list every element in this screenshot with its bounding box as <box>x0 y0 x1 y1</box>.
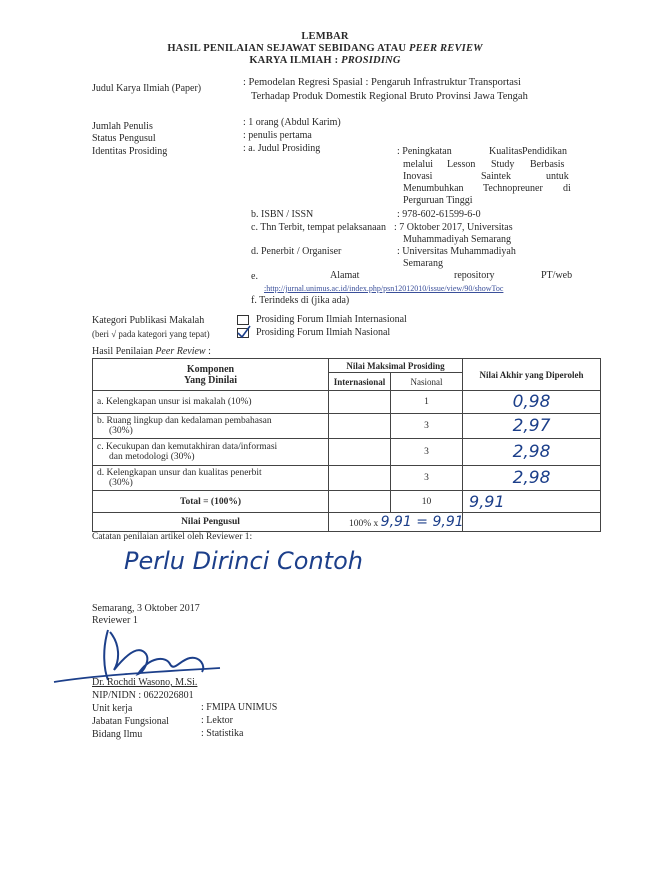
jp-1a: : Peningkatan <box>397 146 452 157</box>
table-header-row <box>93 359 601 373</box>
row-d-nasional: 3 <box>391 466 463 491</box>
row-c-akhir: 2,98 <box>463 439 601 466</box>
col-komponen-1: Komponen <box>186 363 235 375</box>
row-b-nasional: 3 <box>391 414 463 439</box>
row-b-akhir: 2,97 <box>463 414 601 439</box>
jp-3b: Saintek <box>481 171 511 182</box>
pengusul-value-cell <box>329 513 463 532</box>
unit-kerja-value: : FMIPA UNIMUS <box>201 702 278 713</box>
penerbit-value-1: : Universitas Muhammadiyah <box>397 246 516 257</box>
row-c-label-1: c. Kecukupan dan kemutakhiran data/informasi <box>97 442 278 452</box>
jp-2d: Berbasis <box>530 159 565 170</box>
isbn-label: b. ISBN / ISSN <box>251 209 314 220</box>
alamat-label: e. <box>251 271 258 282</box>
row-b-label <box>93 414 329 439</box>
col-komponen-2: Yang Dinilai <box>183 374 238 386</box>
bidang-label: Bidang Ilmu <box>92 729 143 740</box>
judul-value-1: : Pemodelan Regresi Spasial : Pengaruh Infrastruktur Transportasi <box>243 77 521 88</box>
row-b-label-2: (30%) <box>109 426 133 436</box>
row-a-akhir: 0,98 <box>463 391 601 414</box>
doc-title-line-3-text: KARYA ILMIAH : <box>249 55 339 66</box>
jp-3a: Inovasi <box>403 171 433 182</box>
kategori-nasional-label: Prosiding Forum Ilmiah Nasional <box>256 327 391 338</box>
doc-title-line-2 <box>0 43 650 54</box>
row-b-label-1: b. Ruang lingkup dan kedalaman pembahasan <box>97 416 272 426</box>
row-d-akhir: 2,98 <box>463 466 601 491</box>
table-row <box>93 391 601 414</box>
jp-2a: melalui <box>403 159 433 170</box>
score-table <box>92 358 601 532</box>
pengusul-akhir <box>463 513 601 532</box>
check-mark-icon <box>237 325 251 339</box>
kategori-internasional-label: Prosiding Forum Ilmiah Internasional <box>256 314 407 325</box>
kategori-nasional-checkbox[interactable] <box>237 328 249 338</box>
pengusul-value: 100% x <box>349 519 379 529</box>
row-a-internasional <box>329 391 391 414</box>
alamat-word: Alamat <box>330 270 360 281</box>
row-c-label <box>93 439 329 466</box>
terbit-label: c. Thn Terbit, tempat pelaksanaan <box>251 222 386 233</box>
jp-3c: untuk <box>546 171 569 182</box>
penerbit-label: d. Penerbit / Organiser <box>251 246 342 257</box>
total-label: Total = (100%) <box>93 491 329 513</box>
alamat-url-link[interactable]: :http://jurnal.unimus.ac.id/index.php/psn12012010/issue/view/90/showToc <box>264 284 504 293</box>
row-b-internasional <box>329 414 391 439</box>
pengusul-hand: 9,91 = 9,91 <box>380 514 464 530</box>
jumlah-penulis-label: Jumlah Penulis <box>92 121 153 132</box>
jp-1b: Kualitas <box>489 146 523 157</box>
col-akhir-header: Nilai Akhir yang Diperoleh <box>463 359 601 391</box>
row-a-label-1: a. Kelengkapan unsur isi makalah (10%) <box>97 397 252 407</box>
row-d-label-1: d. Kelengkapan unsur dan kualitas penerbit <box>97 468 262 478</box>
row-d-label-2: (30%) <box>109 478 133 488</box>
kategori-label: Kategori Publikasi Makalah <box>92 315 205 326</box>
row-a-label <box>93 391 329 414</box>
total-nasional: 10 <box>391 491 463 513</box>
row-d-internasional <box>329 466 391 491</box>
hasil-label-text: Hasil Penilaian <box>92 346 153 357</box>
row-c-label-2: dan metodologi (30%) <box>109 452 195 462</box>
jabatan-label: Jabatan Fungsional <box>92 716 169 727</box>
col-nilai-max-header: Nilai Maksimal Prosiding <box>329 359 463 373</box>
doc-title-line-3-italic: PROSIDING <box>341 55 401 66</box>
status-pengusul-value: : penulis pertama <box>243 130 312 141</box>
catatan-handwritten: Perlu Dirinci Contoh <box>124 547 363 575</box>
jp-2b: Lesson <box>447 159 476 170</box>
hasil-label-italic: Peer Review <box>155 346 206 357</box>
doc-title-line-1: LEMBAR <box>301 31 349 42</box>
jp-4b: Technopreuner <box>483 183 543 194</box>
doc-title-line-2-italic: PEER REVIEW <box>409 43 483 54</box>
col-komponen-header <box>93 359 329 391</box>
signature-date: Semarang, 3 Oktober 2017 <box>92 603 200 614</box>
total-akhir: 9,91 <box>463 491 601 513</box>
pengusul-label: Nilai Pengusul <box>93 513 329 532</box>
signature-nip: NIP/NIDN : 0622026801 <box>92 690 194 701</box>
jp-4c: di <box>563 183 571 194</box>
jp-4a: Menumbuhkan <box>403 183 464 194</box>
terbit-value-2: Muhammadiyah Semarang <box>403 234 512 245</box>
row-c-nasional: 3 <box>391 439 463 466</box>
jp-1c: Pendidikan <box>522 146 567 157</box>
judul-value-2: Terhadap Produk Domestik Regional Bruto Provinsi Jawa Tengah <box>251 91 528 102</box>
signature-name: Dr. Rochdi Wasono, M.Si. <box>92 677 198 688</box>
table-pengusul-row <box>93 513 601 532</box>
alamat-word-2: repository <box>454 270 495 281</box>
jabatan-value: : Lektor <box>201 715 233 726</box>
table-total-row <box>93 491 601 513</box>
isbn-value: : 978-602-61599-6-0 <box>397 209 481 220</box>
doc-title-line-3 <box>0 55 650 66</box>
identitas-prosiding-label: Identitas Prosiding <box>92 146 168 157</box>
row-d-label <box>93 466 329 491</box>
total-internasional <box>329 491 391 513</box>
unit-kerja-label: Unit kerja <box>92 703 133 714</box>
row-c-internasional <box>329 439 391 466</box>
signature-role: Reviewer 1 <box>92 615 138 626</box>
row-a-nasional: 1 <box>391 391 463 414</box>
terbit-value-1: : 7 Oktober 2017, Universitas <box>394 222 513 233</box>
hasil-penilaian-label <box>92 346 211 358</box>
doc-title-line-2-text: HASIL PENILAIAN SEJAWAT SEBIDANG ATAU <box>167 43 407 54</box>
terindeks-label: f. Terindeks di (jika ada) <box>251 295 350 306</box>
alamat-word-3: PT/web <box>541 270 573 281</box>
table-row <box>93 414 601 439</box>
bidang-value: : Statistika <box>201 728 244 739</box>
kategori-internasional-checkbox[interactable] <box>237 315 249 325</box>
table-row <box>93 439 601 466</box>
catatan-label: Catatan penilaian artikel oleh Reviewer 1: <box>92 532 253 542</box>
kategori-hint: (beri √ pada kategori yang tepat) <box>92 329 210 339</box>
col-internasional-header: Internasional <box>329 373 391 391</box>
jumlah-penulis-value: : 1 orang (Abdul Karim) <box>243 117 341 128</box>
table-row <box>93 466 601 491</box>
status-pengusul-label: Status Pengusul <box>92 133 156 144</box>
hasil-label-end: : <box>208 346 211 357</box>
jp-2c: Study <box>491 159 515 170</box>
col-nasional-header: Nasional <box>391 373 463 391</box>
judul-label: Judul Karya Ilmiah (Paper) <box>92 83 202 94</box>
judul-prosiding-line-5: Perguruan Tinggi <box>403 195 473 206</box>
penerbit-value-2: Semarang <box>403 258 443 269</box>
judul-prosiding-label: : a. Judul Prosiding <box>243 143 321 154</box>
